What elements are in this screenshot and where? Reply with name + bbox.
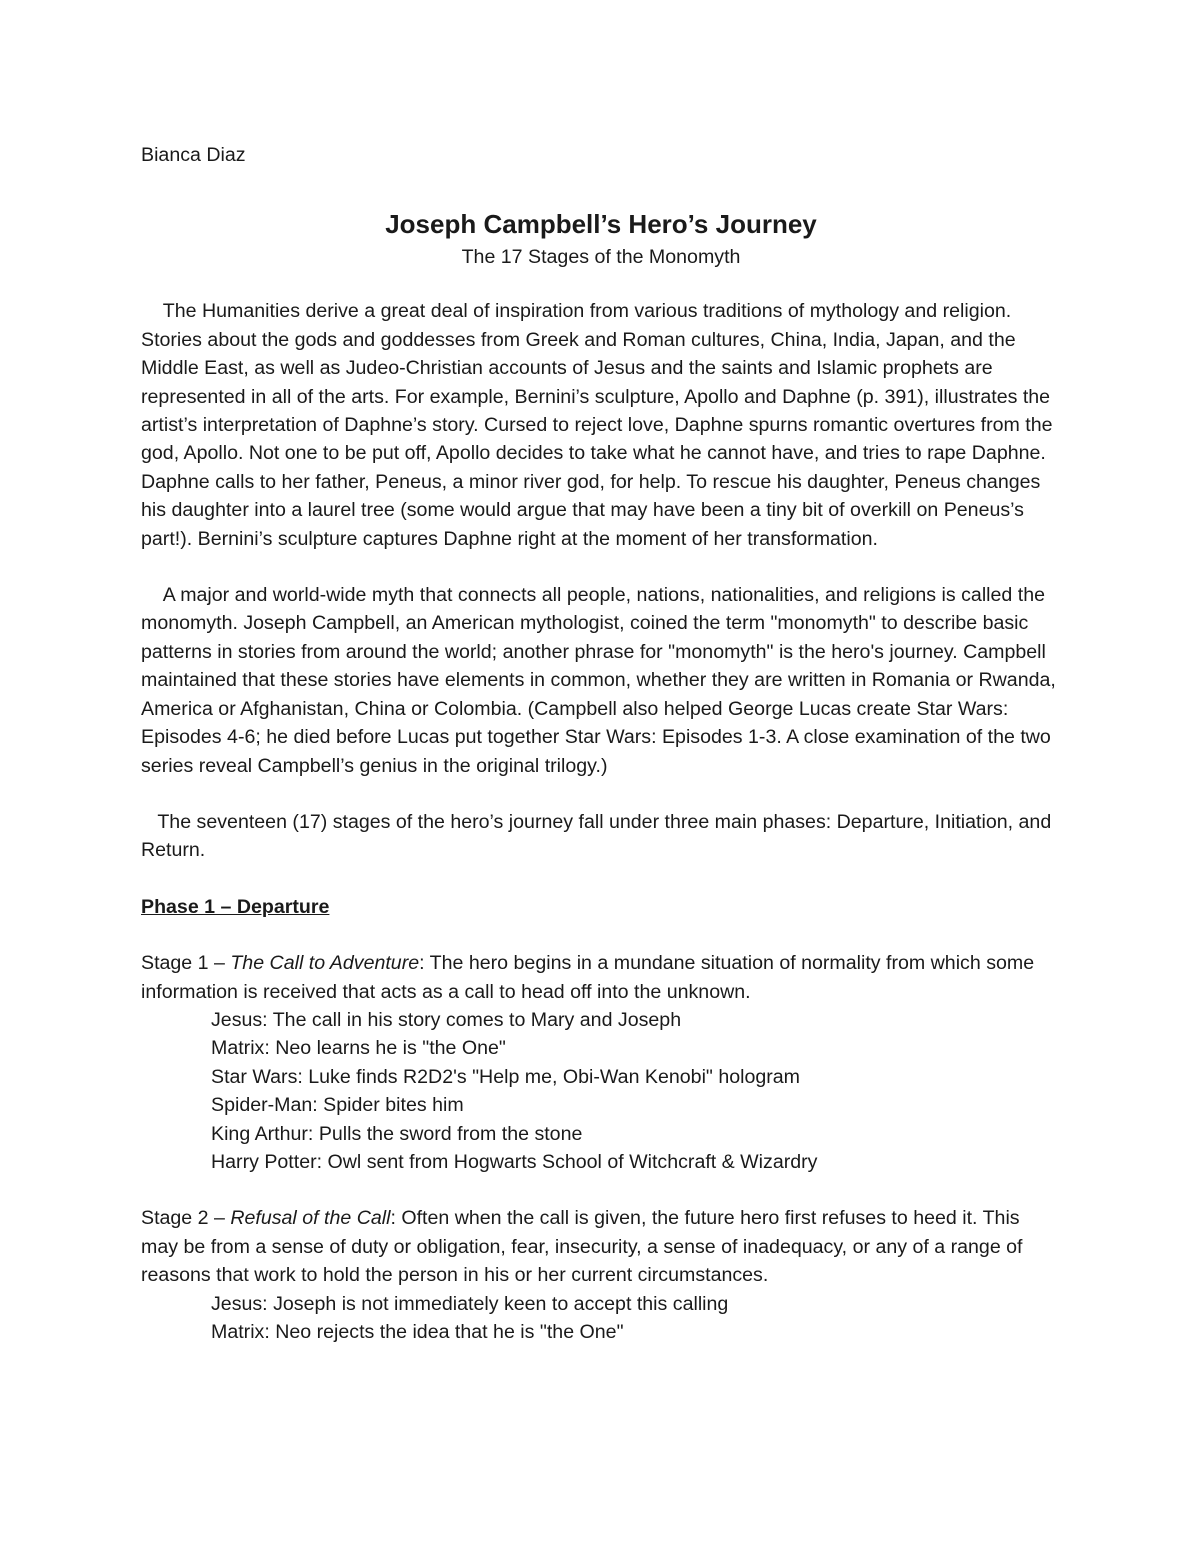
intro-paragraph: A major and world-wide myth that connects all people, nations, nationalities, and religions is called the monomyth. Joseph Campbell, an American mythologist, coined the term "monomyth" to describe basic patterns in stories from around the world; another phrase for "monomyth" is the hero's journey. Campbell maintained that these stories have elements in common, whether they are written in Romania or Rwanda, America or Afghanistan, China or Colombia. (Campbell also helped George Lucas create Star Wars: Episodes 4-6; he died before Lucas put together Star Wars: Episodes 1-3. A close examination of the two series reveal Campbell’s genius in the original trilogy.) xyxy=(141,584,1061,777)
stage-1-title: The Call to Adventure xyxy=(230,952,420,975)
stage-1-paragraph xyxy=(141,949,1061,1006)
stage-2-prefix: Stage 2 – xyxy=(141,1207,231,1230)
stage-2-example: Jesus: Joseph is not immediately keen to accept this calling xyxy=(211,1292,729,1315)
stage-2-example: Matrix: Neo rejects the idea that he is "the One" xyxy=(211,1321,624,1343)
stage-2-title: Refusal of the Call xyxy=(230,1207,391,1230)
stage-1-example: Harry Potter: Owl sent from Hogwarts School of Witchcraft & Wizardry xyxy=(211,1150,818,1173)
intro-paragraph: The seventeen (17) stages of the hero’s journey fall under three main phases: Departure, Initiation, and Return. xyxy=(141,810,1057,862)
author-name: Bianca Diaz xyxy=(141,144,246,166)
stage-2-paragraph xyxy=(141,1204,1061,1289)
stage-1-example: Star Wars: Luke finds R2D2's "Help me, Obi-Wan Kenobi" hologram xyxy=(211,1065,801,1088)
stage-2-description: : Often when the call is given, the future hero first refuses to heed it. This may be from a sense of duty or obligation, fear, insecurity, a sense of inadequacy, or any of a range of reasons that work to hold the person in his or her current circumstances. xyxy=(141,1207,1028,1287)
document-title: Joseph Campbell’s Hero’s Journey xyxy=(385,209,817,240)
stage-1-prefix: Stage 1 – xyxy=(141,952,231,975)
stage-1-example: King Arthur: Pulls the sword from the stone xyxy=(211,1122,583,1145)
stage-1-example: Matrix: Neo learns he is "the One" xyxy=(211,1037,506,1060)
intro-paragraph: The Humanities derive a great deal of inspiration from various traditions of mythology and religion. Stories about the gods and goddesses from Greek and Roman cultures, China, India, Japan, and the Middle East, as well as Judeo-Christian accounts of Jesus and the saints and Islamic prophets are represented in all of the arts. For example, Bernini’s sculpture, Apollo and Daphne (p. 391), illustrates the artist’s interpretation of Daphne’s story. Cursed to reject love, Daphne spurns romantic overtures from the god, Apollo. Not one to be put off, Apollo decides to take what he cannot have, and tries to rape Daphne. Daphne calls to her father, Peneus, a minor river god, for help. To rescue his daughter, Peneus changes his daughter into a laurel tree (some would argue that may have been a tiny bit of overkill on Peneus’s part!). Bernini’s sculpture captures Daphne right at the moment of her transformation. xyxy=(141,300,1058,550)
document-page xyxy=(141,141,1061,1346)
stage-1-example: Jesus: The call in his story comes to Mary and Joseph xyxy=(211,1008,682,1031)
stage-1-example: Spider-Man: Spider bites him xyxy=(211,1094,464,1117)
stage-1-description: : The hero begins in a mundane situation of normality from which some information is received that acts as a call to head off into the unknown. xyxy=(141,952,1040,1003)
document-subtitle: The 17 Stages of the Monomyth xyxy=(461,246,741,269)
phase-1-heading: Phase 1 – Departure xyxy=(141,895,330,918)
